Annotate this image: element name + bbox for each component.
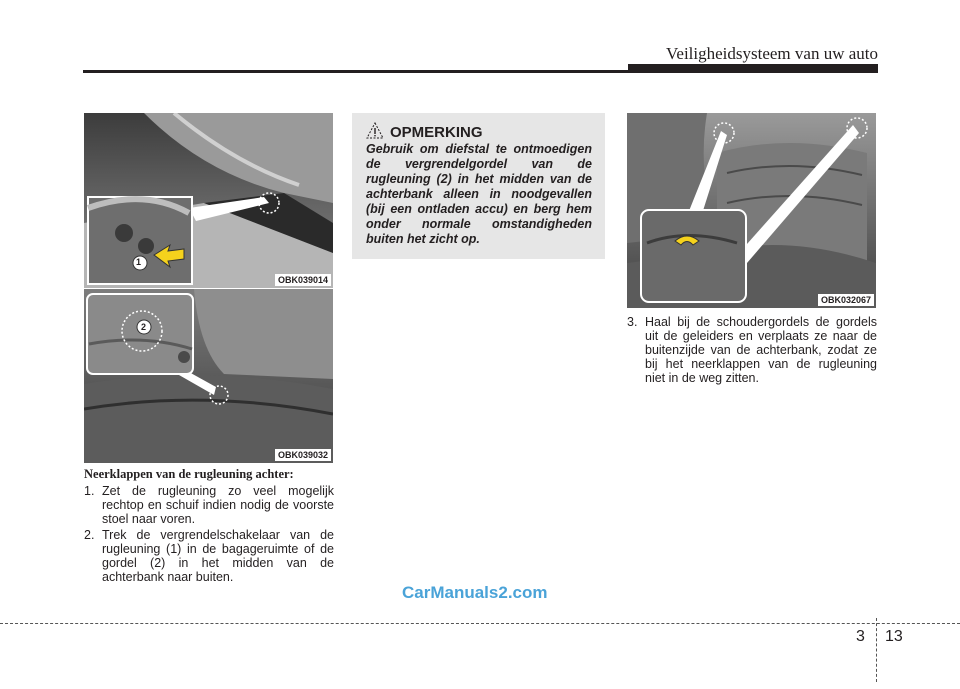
figure-trunk-lever	[84, 113, 333, 288]
header-title: Veiligheidsysteem van uw auto	[666, 44, 878, 63]
header-rule	[83, 70, 878, 73]
notice-box	[352, 113, 605, 259]
step-text: Zet de rugleuning zo veel mogelijk rechtop en schuif indien nodig de voorste stoel naar voren.	[102, 484, 334, 526]
step-number: 1.	[84, 484, 95, 498]
seat-illustration	[84, 289, 333, 463]
notice-body: Gebruik om diefstal te ontmoedigen de vergrendelgordel van de rugleuning (2) in het midden van de achterbank alleen in noodgevallen (bij een ontladen accu) en berg hem onder normale omstandigheden buiten het zicht op.	[366, 142, 592, 246]
step-number: 2.	[84, 528, 95, 542]
footer-rule	[0, 623, 960, 624]
step-1	[84, 484, 334, 526]
bench-illustration	[627, 113, 876, 308]
page-number-divider	[876, 618, 877, 682]
figure-seat-belt	[84, 289, 333, 463]
warning-icon	[366, 122, 384, 140]
trunk-illustration	[84, 113, 333, 288]
watermark-link[interactable]: CarManuals2.com	[402, 583, 548, 602]
notice-title: OPMERKING	[390, 124, 483, 141]
marker-1: 1	[136, 257, 142, 267]
step-3	[627, 315, 877, 385]
step-text: Haal bij de schoudergordels de gordels uit de geleiders en verplaats ze naar de buitenzijde van de achterbank, zodat ze bij het neerklappen van de rugleuning niet in de weg zitten.	[645, 315, 877, 385]
step-text: Trek de vergrendelschakelaar van de rugleuning (1) in de bagageruimte of de gordel (2) in het midden van de achterbank naar buiten.	[102, 528, 334, 584]
page-number: 13	[885, 628, 903, 645]
section-heading: Neerklappen van de rugleuning achter:	[84, 467, 294, 481]
marker-2: 2	[141, 322, 147, 332]
figure-code: OBK032067	[818, 294, 874, 306]
figure-code: OBK039014	[275, 274, 331, 286]
step-number: 3.	[627, 315, 638, 329]
right-steps	[627, 315, 877, 387]
chapter-number: 3	[856, 628, 865, 645]
figure-code: OBK039032	[275, 449, 331, 461]
left-steps	[84, 484, 334, 586]
step-2	[84, 528, 334, 584]
figure-rear-bench	[627, 113, 876, 308]
